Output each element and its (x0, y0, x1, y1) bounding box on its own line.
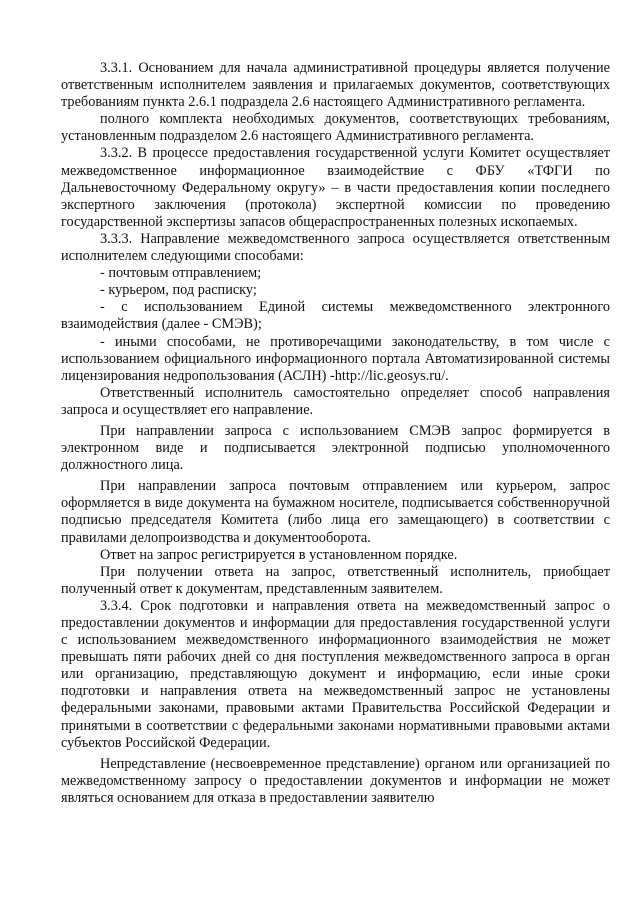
paragraph-3-3-4: 3.3.4. Срок подготовки и направления ответа на межведомственный запрос о предоставлении документов и информации для предоставления государственной услуги с использованием межведомственного информационного взаимодействия не может превышать пяти рабочих дней со дня поступления межведомственного запроса в орган или организацию, представляющую документ и информацию, если иные сроки подготовки и направления ответа на межведомственный запрос не установлены федеральными законами, правовыми актами Правительства Российской Федерации и принятыми в соответствии с федеральными законами нормативными правовыми актами субъектов Российской Федерации. (61, 597, 610, 751)
list-item-smev: - с использованием Единой системы межведомственного электронного взаимодействия (далее - СМЭВ); (61, 299, 610, 333)
paragraph-non-provision: Непредставление (несвоевременное представление) органом или организацией по межведомственному запросу о предоставлении документов и информации не может являться основанием для отказа в предоставлении заявителю (61, 755, 610, 806)
paragraph-3-3-1: 3.3.1. Основанием для начала административной процедуры является получение ответственным исполнителем заявления и прилагаемых документов, соответствующих требованиям пункта 2.6.1 подраздела 2.6 настоящего Административного регламента. (61, 60, 610, 111)
list-item-other-methods: - иными способами, не противоречащими законодательству, в том числе с использованием официального информационного портала Автоматизированной системы лицензирования недропользования (АСЛН) -http://lic.geosys.ru/. (61, 333, 610, 384)
paragraph-response-registration: Ответ на запрос регистрируется в установленном порядке. (100, 546, 458, 563)
paragraph-3-3-3: 3.3.3. Направление межведомственного запроса осуществляется ответственным исполнителем следующими способами: (61, 230, 610, 265)
paragraph-smev-request: При направлении запроса с использованием СМЭВ запрос формируется в электронном виде и подписывается электронной подписью уполномоченного должностного лица. (61, 422, 610, 474)
list-item-postal: - почтовым отправлением; (100, 265, 262, 282)
paragraph-paper-request: При направлении запроса почтовым отправлением или курьером, запрос оформляется в виде документа на бумажном носителе, подписывается собственноручной подписью председателя Комитета (либо лица его замещающего) в соответствии с правилами делопроизводства и документооборота. (61, 478, 610, 546)
paragraph-response-attach: При получении ответа на запрос, ответственный исполнитель, приобщает полученный ответ к документам, представленным заявителем. (61, 563, 610, 597)
paragraph-full-package: полного комплекта необходимых документов, соответствующих требованиям, установленным подразделом 2.6 настоящего Административного регламента. (61, 111, 610, 145)
paragraph-method-choice: Ответственный исполнитель самостоятельно определяет способ направления запроса и осуществляет его направление. (61, 384, 610, 418)
list-item-courier: - курьером, под расписку; (100, 282, 257, 299)
paragraph-3-3-2: 3.3.2. В процессе предоставления государственной услуги Комитет осуществляет межведомственное информационное взаимодействие с ФБУ «ТФГИ по Дальневосточному Федеральному округу» – в части предоставления копии последнего экспертного заключения (протокола) экспертной комиссии по проведению государственной экспертизы запасов общераспространенных полезных ископаемых. (61, 145, 610, 230)
